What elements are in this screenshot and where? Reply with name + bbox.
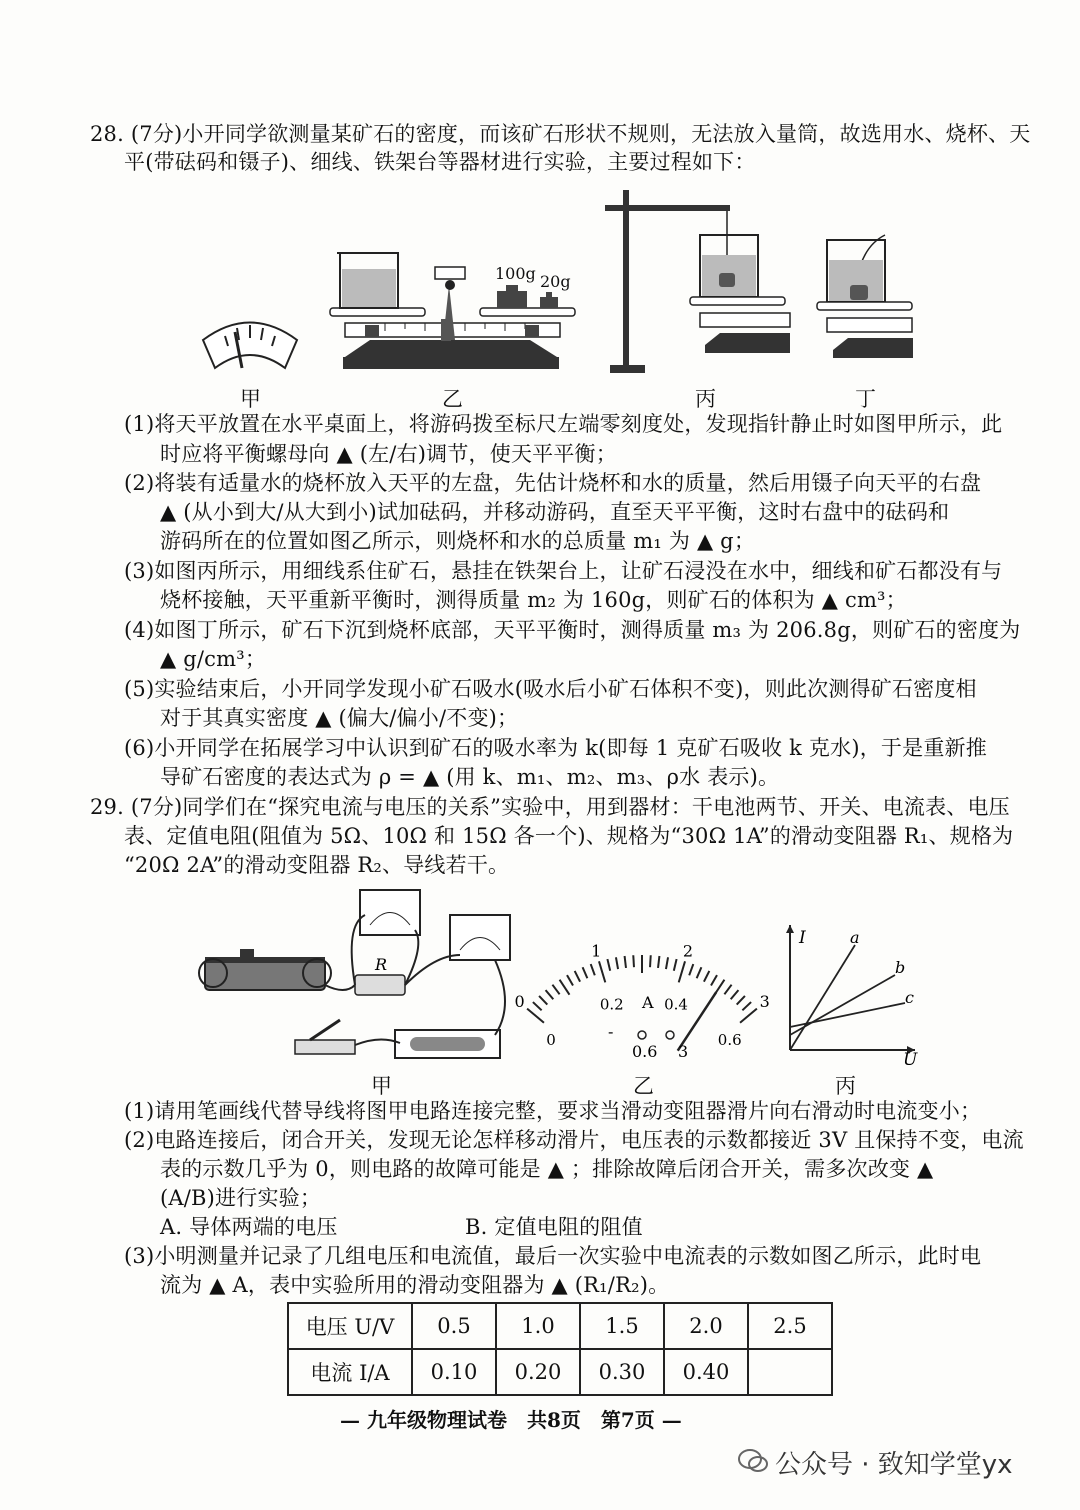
dial-tick bbox=[607, 959, 610, 971]
graph-x-label: U bbox=[903, 1050, 918, 1070]
dial-tick bbox=[599, 961, 605, 982]
dial-bottom-scale-label: 0.4 bbox=[664, 995, 688, 1014]
table-cell: 1.0 bbox=[496, 1303, 580, 1349]
dial-tick bbox=[674, 959, 677, 971]
i-u-graph-figure bbox=[775, 915, 925, 1070]
dial-tick bbox=[697, 967, 702, 978]
table-cell: 电流 I/A bbox=[288, 1349, 412, 1395]
q28-header-2: 平(带砝码和镊子)、细线、铁架台等器材进行实验，主要过程如下： bbox=[124, 150, 756, 174]
dial-top-scale-label: 2 bbox=[682, 941, 694, 961]
dial-tick bbox=[583, 967, 588, 978]
dial-tick bbox=[560, 980, 570, 995]
dial-tick bbox=[731, 990, 739, 999]
q29-header-2: 表、定值电阻(阻值为 5Ω、10Ω 和 15Ω 各一个)、规格为“30Ω 1A”的滑动变阻器 R₁、规格为 bbox=[124, 824, 1014, 848]
dial-tick bbox=[740, 1009, 757, 1023]
terminal-0.6: 0.6 bbox=[632, 1042, 658, 1061]
q28-item: (3)如图丙所示，用细线系住矿石，悬挂在铁架台上，让矿石浸没在水中，细线和矿石都没有与 bbox=[124, 559, 1003, 583]
q29-item: 流为 ▲ A，表中实验所用的滑动变阻器为 ▲ (R₁/R₂)。 bbox=[160, 1273, 670, 1297]
fig-label-29-jia: 甲 bbox=[371, 1074, 392, 1098]
dial-bottom-scale-label: 0 bbox=[546, 1031, 556, 1050]
meter-unit: A bbox=[642, 993, 654, 1012]
table-cell: 0.10 bbox=[412, 1349, 496, 1395]
dial-tick bbox=[742, 1002, 751, 1010]
q28-item: ▲ (从小到大/从大到小)试加砝码，并移动游码，直至天平平衡，这时右盘中的砝码和 bbox=[160, 500, 950, 524]
circuit-figure bbox=[195, 885, 525, 1065]
q28-item: ▲ g/cm³； bbox=[160, 647, 267, 671]
fig-label-jia: 甲 bbox=[240, 387, 261, 411]
dial-tick bbox=[666, 957, 668, 969]
table-row bbox=[288, 1349, 832, 1395]
dial-tick bbox=[546, 990, 554, 999]
q28-item: 时应将平衡螺母向 ▲ (左/右)调节，使天平平衡； bbox=[160, 442, 617, 466]
q29-item: (1)请用笔画线代替导线将图甲电路连接完整，要求当滑动变阻器滑片向右滑动时电流变小； bbox=[124, 1099, 982, 1123]
resistor-label: R bbox=[375, 955, 388, 974]
dial-top-scale-label: 1 bbox=[591, 941, 602, 961]
dial-top-scale-label: 3 bbox=[759, 992, 770, 1012]
dial-tick bbox=[711, 975, 717, 985]
q29-option-b: B. 定值电阻的阻值 bbox=[465, 1215, 643, 1239]
q29-header-3: “20Ω 2A”的滑动变阻器 R₂、导线若干。 bbox=[124, 853, 510, 877]
page-footer: — 九年级物理试卷 共8页 第7页 — bbox=[340, 1408, 682, 1432]
dial-tick bbox=[539, 996, 547, 1005]
watermark: 公众号 · 致知学堂yx bbox=[775, 1450, 1013, 1480]
table-cell: 0.30 bbox=[580, 1349, 664, 1395]
table-cell: 1.5 bbox=[580, 1303, 664, 1349]
q29-header: 29. (7分)同学们在“探究电流与电压的关系”实验中，用到器材：干电池两节、开关、电流表、电压 bbox=[90, 795, 1010, 819]
fig-label-ding: 丁 bbox=[855, 387, 876, 411]
wechat-icon bbox=[738, 1448, 768, 1474]
terminal-negative: - bbox=[608, 1022, 614, 1041]
dial-tick bbox=[633, 955, 634, 967]
dial-top-scale-label: 0 bbox=[514, 992, 525, 1012]
q28-item: (2)将装有适量水的烧杯放入天平的左盘，先估计烧杯和水的质量，然后用镊子向天平的右盘 bbox=[124, 471, 982, 495]
dial-tick bbox=[527, 1009, 544, 1023]
dial-tick bbox=[625, 956, 626, 968]
dial-tick bbox=[591, 964, 595, 975]
weight-100g-label: 100g bbox=[495, 264, 536, 283]
dial-bottom-scale-label: 0.2 bbox=[599, 995, 624, 1014]
q28-item: 导矿石密度的表达式为 ρ = ▲ (用 k、m₁、m₂、m₃、ρ水 表示)。 bbox=[160, 765, 780, 789]
balance-figure bbox=[325, 245, 580, 380]
q29-item: (2)电路连接后，闭合开关，发现无论怎样移动滑片，电压表的示数都接近 3V 且保持不变，电流 bbox=[124, 1128, 1024, 1152]
fig-label-yi: 乙 bbox=[442, 387, 463, 411]
ammeter-dial-figure bbox=[514, 905, 770, 1065]
dial-tick bbox=[533, 1002, 542, 1010]
terminal-3: 3 bbox=[678, 1042, 689, 1061]
dial-tick bbox=[737, 996, 745, 1005]
graph-y-label: I bbox=[799, 928, 806, 948]
q28-item: 烧杯接触，天平重新平衡时，测得质量 m₂ 为 160g，则矿石的体积为 ▲ cm³； bbox=[160, 588, 907, 612]
line-c-label: c bbox=[905, 988, 914, 1007]
dial-tick bbox=[616, 957, 618, 969]
table-cell: 2.0 bbox=[664, 1303, 748, 1349]
q28-item: 游码所在的位置如图乙所示，则烧杯和水的总质量 m₁ 为 ▲ g； bbox=[160, 529, 756, 553]
table-cell: 0.40 bbox=[664, 1349, 748, 1395]
weight-20g-label: 20g bbox=[540, 272, 571, 291]
q28-item: (4)如图丁所示，矿石下沉到烧杯底部，天平平衡时，测得质量 m₃ 为 206.8g，则矿石的密度为 bbox=[124, 618, 1021, 642]
balance-pointer-figure bbox=[195, 310, 305, 370]
line-a-label: a bbox=[850, 928, 860, 947]
fig-label-bing: 丙 bbox=[695, 387, 716, 411]
dial-tick bbox=[567, 975, 573, 985]
dial-tick bbox=[679, 961, 685, 982]
table-cell: 2.5 bbox=[748, 1303, 832, 1349]
q28-item: (1)将天平放置在水平桌面上，将游码拨至标尺左端零刻度处，发现指针静止时如图甲所示，此 bbox=[124, 412, 1003, 436]
fig-label-29-yi: 乙 bbox=[633, 1074, 654, 1098]
dial-tick bbox=[704, 971, 709, 982]
table-cell: 0.20 bbox=[496, 1349, 580, 1395]
iron-stand-figure bbox=[605, 185, 795, 375]
dial-tick bbox=[689, 964, 693, 975]
dial-tick bbox=[658, 956, 659, 968]
table-cell: 0.5 bbox=[412, 1303, 496, 1349]
dial-tick bbox=[650, 955, 651, 967]
ore-bottom-figure bbox=[815, 230, 915, 375]
q29-item: 表的示数几乎为 0，则电路的故障可能是 ▲ ；排除故障后闭合开关，需多次改变 ▲ bbox=[160, 1157, 934, 1181]
line-b-label: b bbox=[895, 958, 906, 977]
q29-item: (3)小明测量并记录了几组电压和电流值，最后一次实验中电流表的示数如图乙所示，此时电 bbox=[124, 1244, 982, 1268]
table-row bbox=[288, 1303, 832, 1349]
q28-item: (5)实验结束后，小开同学发现小矿石吸水(吸水后小矿石体积不变)，则此次测得矿石密度相 bbox=[124, 677, 977, 701]
dial-bottom-scale-label: 0.6 bbox=[717, 1031, 742, 1050]
q28-item: 对于其真实密度 ▲ (偏大/偏小/不变)； bbox=[160, 706, 519, 730]
q29-option-a: A. 导体两端的电压 bbox=[160, 1215, 338, 1239]
dial-tick bbox=[724, 985, 731, 995]
q28-item: (6)小开同学在拓展学习中认识到矿石的吸水率为 k(即每 1 克矿石吸收 k 克水)，于是重新推 bbox=[124, 736, 987, 760]
fig-label-29-bing: 丙 bbox=[835, 1074, 856, 1098]
dial-tick bbox=[575, 971, 580, 982]
dial-tick bbox=[552, 985, 559, 995]
voltage-current-table bbox=[287, 1302, 833, 1396]
q28-header: 28. (7分)小开同学欲测量某矿石的密度，而该矿石形状不规则，无法放入量筒，故选用水、烧杯、天 bbox=[90, 122, 1031, 146]
table-cell bbox=[748, 1349, 832, 1395]
table-cell: 电压 U/V bbox=[288, 1303, 412, 1349]
q29-item: (A/B)进行实验； bbox=[160, 1186, 322, 1210]
